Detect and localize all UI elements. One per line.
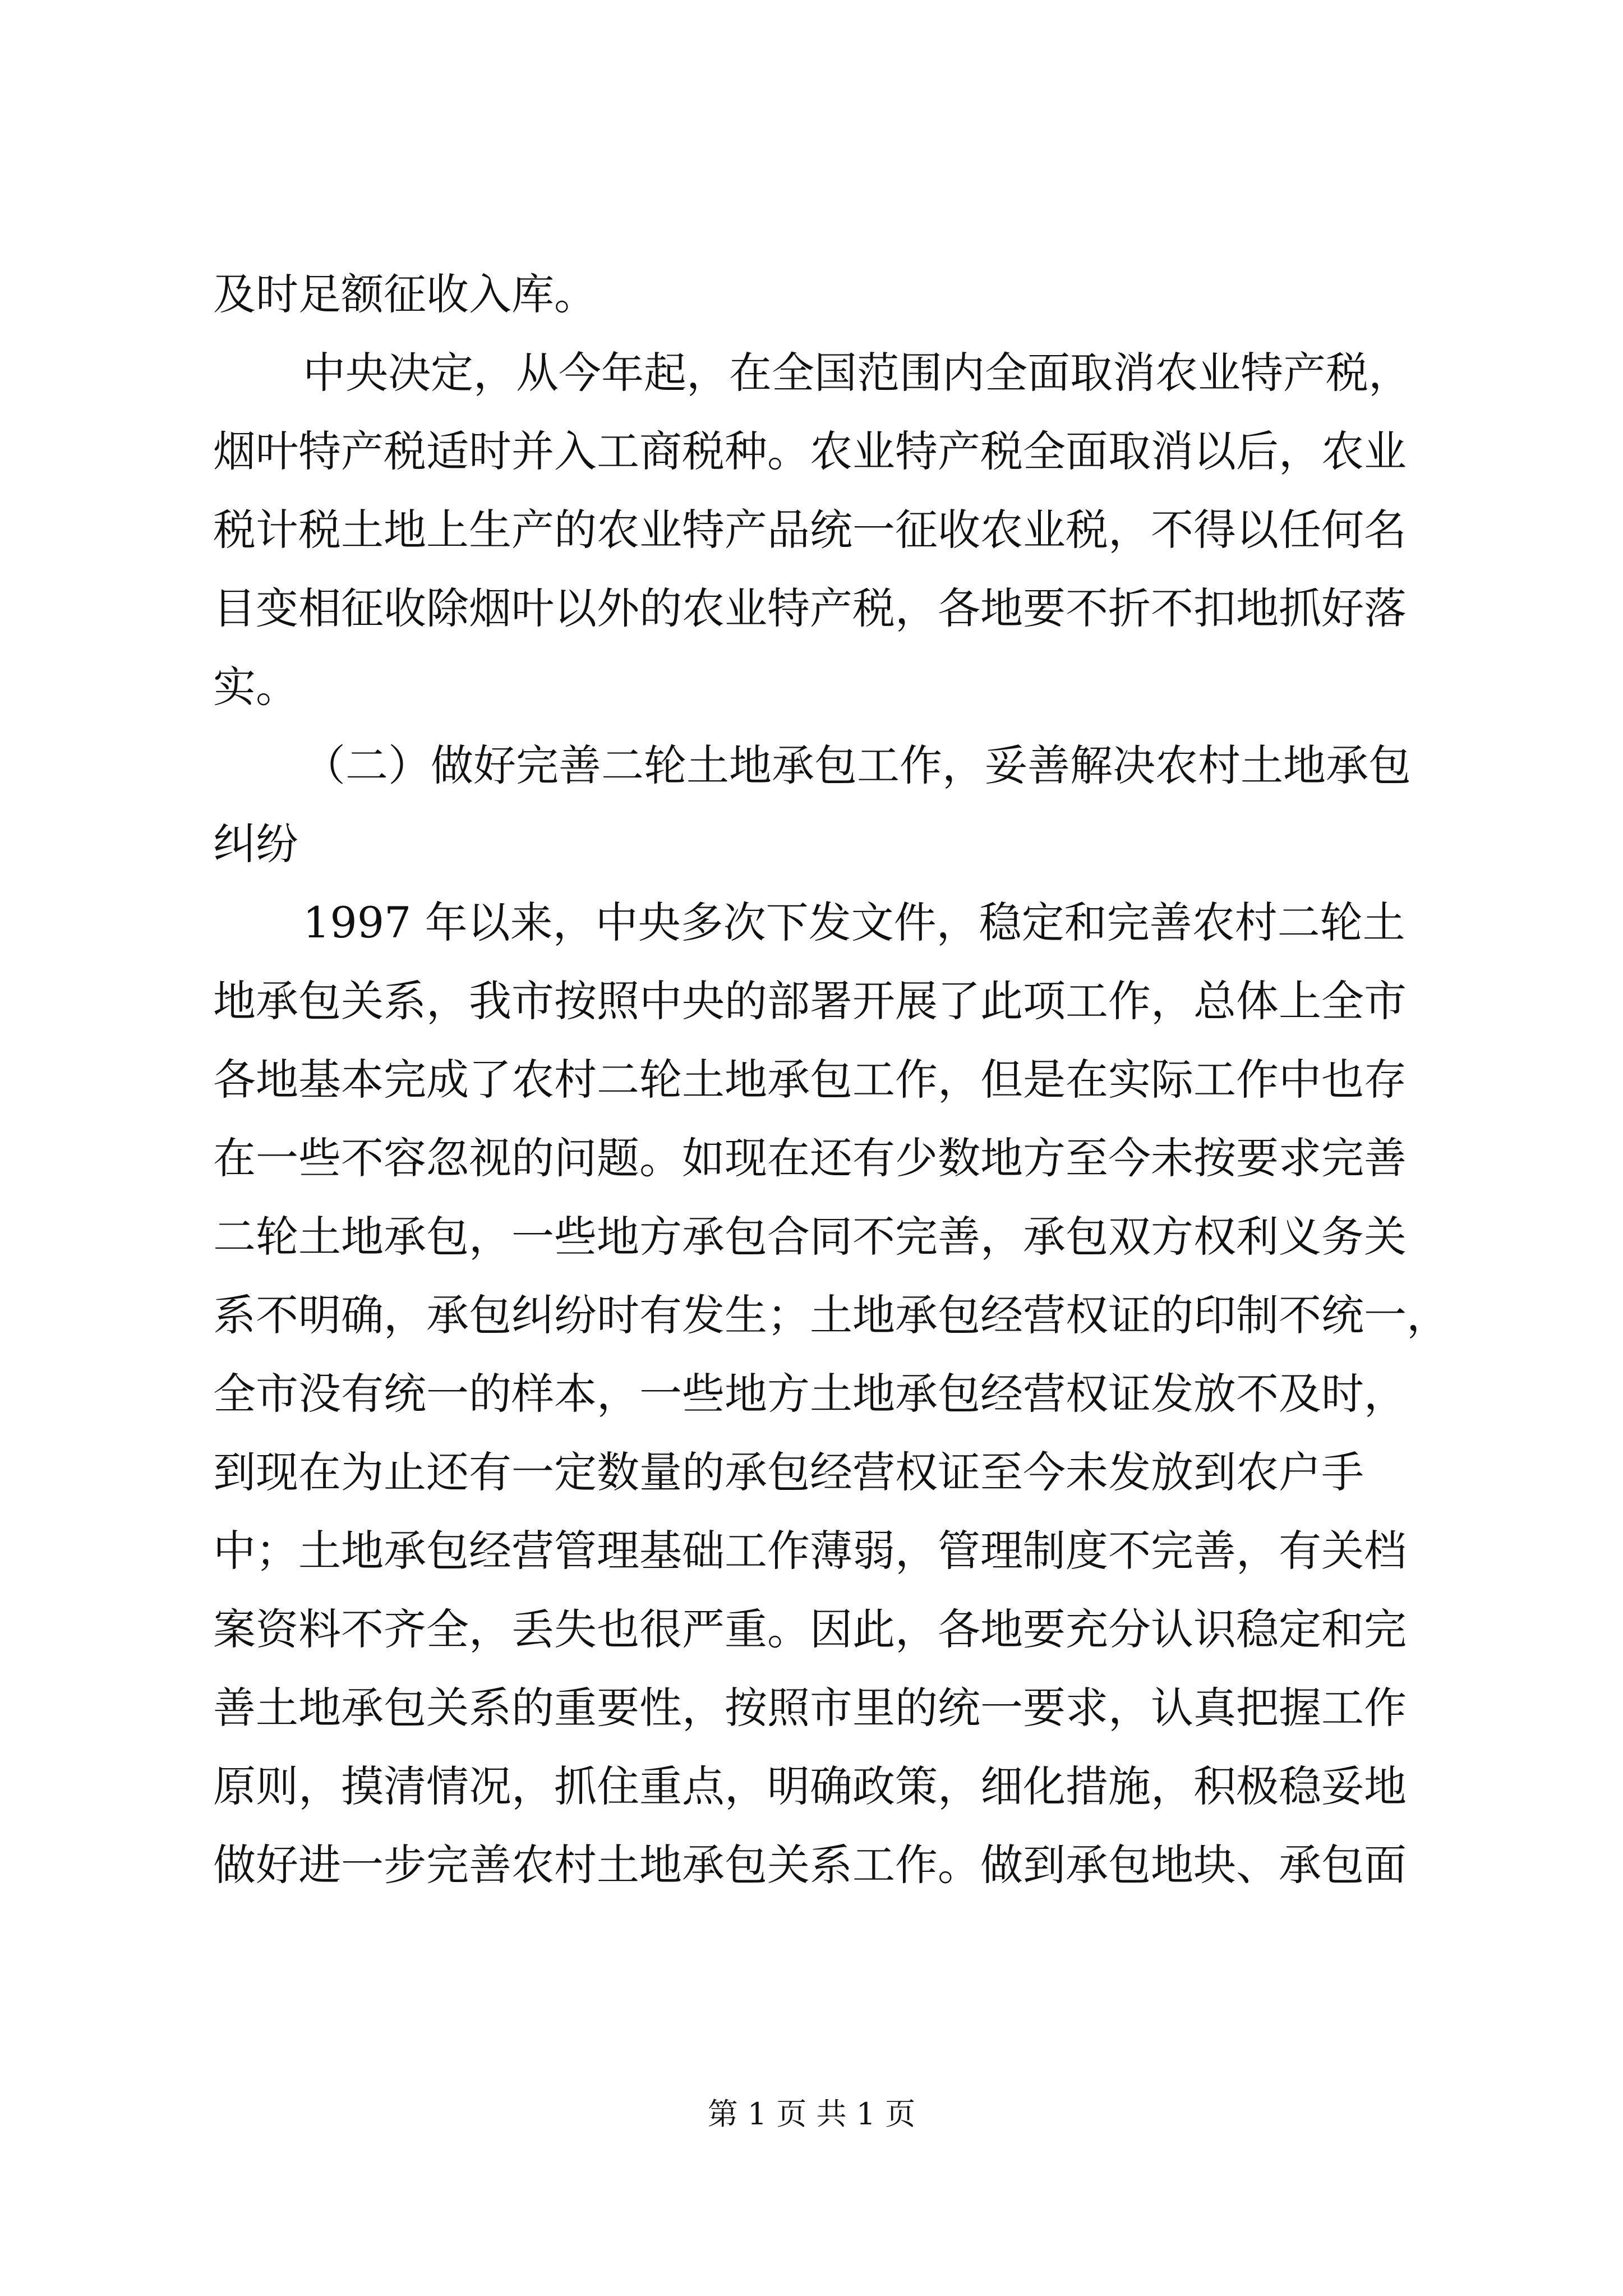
text-line: 全市没有统一的样本，一些地方土地承包经营权证发放不及时， xyxy=(213,1369,1407,1419)
text-line: 中；土地承包经营管理基础工作薄弱，管理制度不完善，有关档 xyxy=(213,1526,1407,1576)
text-line: 目变相征收除烟叶以外的农业特产税，各地要不折不扣地抓好落 xyxy=(213,583,1407,633)
section-heading-line: （二）做好完善二轮土地承包工作，妥善解决农村土地承包 xyxy=(303,740,1411,790)
page-footer: 第 1 页 共 1 页 xyxy=(707,2096,916,2132)
text-line: 做好进一步完善农村土地承包关系工作。做到承包地块、承包面 xyxy=(213,1840,1407,1890)
text-line: 1997 年以来，中央多次下发文件，稳定和完善农村二轮土 xyxy=(303,898,1405,947)
text-line: 善土地承包关系的重要性，按照市里的统一要求，认真把握工作 xyxy=(213,1683,1407,1733)
text-line: 各地基本完成了农村二轮土地承包工作，但是在实际工作中也存 xyxy=(213,1055,1407,1105)
text-line: 烟叶特产税适时并入工商税种。农业特产税全面取消以后，农业 xyxy=(213,426,1407,476)
text-line: 地承包关系，我市按照中央的部署开展了此项工作，总体上全市 xyxy=(213,976,1407,1026)
section-heading-line: 纠纷 xyxy=(213,819,298,869)
text-line: 在一些不容忽视的问题。如现在还有少数地方至今未按要求完善 xyxy=(213,1133,1407,1183)
text-line: 中央决定，从今年起，在全国范围内全面取消农业特产税， xyxy=(303,348,1411,398)
text-line: 系不明确，承包纠纷时有发生；土地承包经营权证的印制不统一， xyxy=(213,1290,1449,1340)
text-line: 案资料不齐全，丢失也很严重。因此，各地要充分认识稳定和完 xyxy=(213,1604,1407,1654)
text-line: 实。 xyxy=(213,662,298,712)
text-line: 税计税土地上生产的农业特产品统一征收农业税，不得以任何名 xyxy=(213,505,1407,555)
text-line: 及时足额征收入库。 xyxy=(213,269,597,319)
text-line: 二轮土地承包，一些地方承包合同不完善，承包双方权利义务关 xyxy=(213,1212,1407,1262)
text-line: 原则，摸清情况，抓住重点，明确政策，细化措施，积极稳妥地 xyxy=(213,1761,1407,1811)
text-line: 到现在为止还有一定数量的承包经营权证至今未发放到农户手 xyxy=(213,1447,1364,1497)
